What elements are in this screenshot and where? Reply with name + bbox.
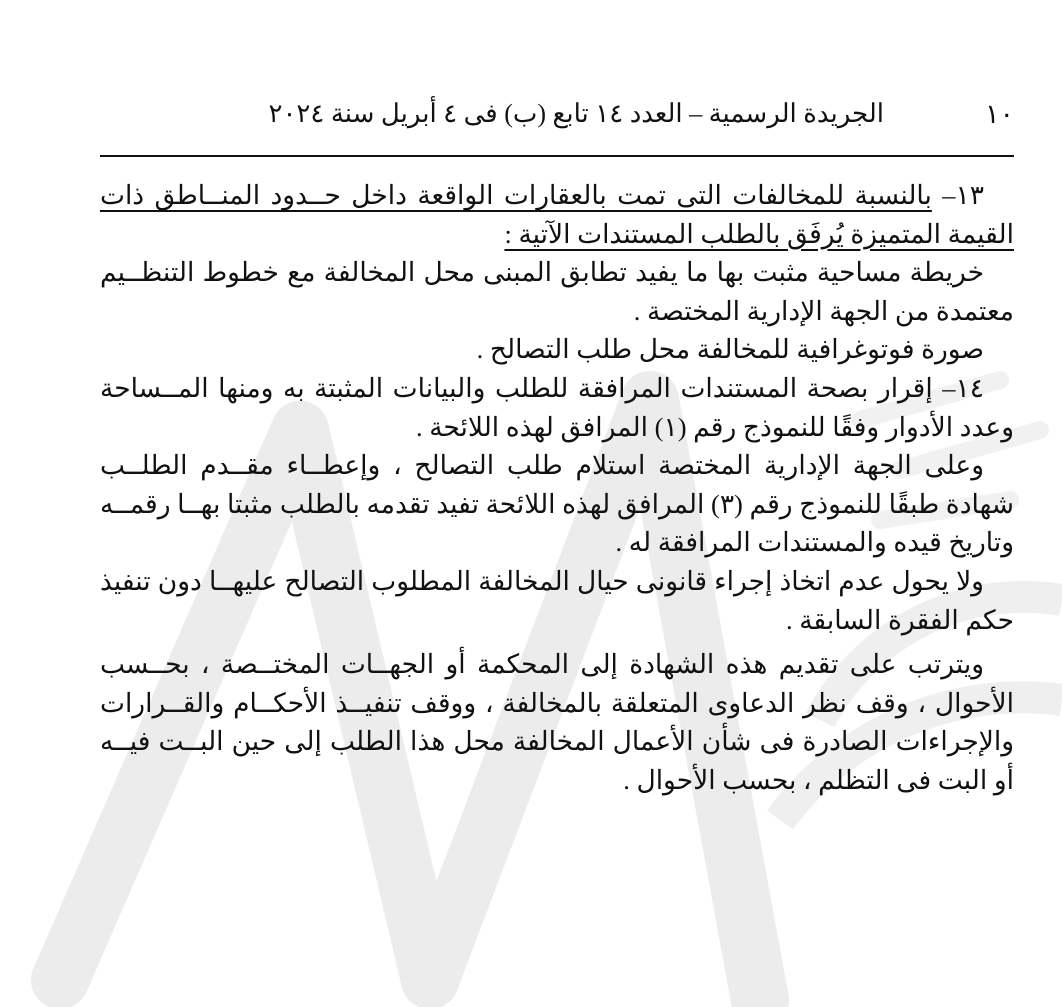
paragraph-no-prevention: ولا يحول عدم اتخاذ إجراء قانونى حيال المخالفة المطلوب التصالح عليهــا دون تنفيذ حكم الفقرة السابقة . bbox=[100, 565, 1014, 635]
document-body bbox=[100, 176, 1014, 800]
item-13-document-1: خريطة مساحية مثبت بها ما يفيد تطابق المبنى محل المخالفة مع خطوط التنظــيم معتمدة من الجهة الإدارية المختصة . bbox=[100, 257, 1014, 326]
page-number: ١٠ bbox=[984, 99, 1014, 129]
item-14: ١٤– إقرار بصحة المستندات المرافقة للطلب والبيانات المثبتة به ومنها المــساحة وعدد الأدوار وفقًا للنموذج رقم (١) المرافق لهذه اللائحة . bbox=[100, 372, 1014, 442]
gazette-title: الجريدة الرسمية – العدد ١٤ تابع (ب) فى ٤ أبريل سنة ٢٠٢٤ bbox=[268, 99, 884, 128]
item-13-number: ١٣– bbox=[931, 180, 985, 210]
item-13-heading-text: بالنسبة للمخالفات التى تمت بالعقارات الواقعة داخل حــدود المنــاطق ذات القيمة المتميزة يُرفَق بالطلب المستندات الآتية : bbox=[100, 180, 1014, 249]
document-page bbox=[100, 0, 1014, 1007]
item-13-heading bbox=[100, 176, 1014, 253]
paragraph-effects: ويترتب على تقديم هذه الشهادة إلى المحكمة أو الجهــات المختــصة ، بحــسب الأحوال ، وقف نظر الدعاوى المتعلقة بالمخالفة ، ووقف تنفيــذ الأحكــام والقــرارات والإجراءات الصادرة فى شأن الأعمال المخالفة محل هذا الطلب إلى حين البــت فيــه أو البت فى التظلم ، بحسب الأحوال . bbox=[100, 649, 1014, 795]
paragraph-authority-duty: وعلى الجهة الإدارية المختصة استلام طلب التصالح ، وإعطــاء مقــدم الطلــب شهادة طبقًا للنموذج رقم (٣) المرافق لهذه اللائحة تفيد تقدمه بالطلب مثبتا بهــا رقمــه وتاريخ قيده والمستندات المرافقة له . bbox=[100, 450, 1014, 558]
header-divider bbox=[100, 155, 1014, 157]
item-13-document-2: صورة فوتوغرافية للمخالفة محل طلب التصالح . bbox=[476, 334, 984, 365]
page-header bbox=[100, 92, 1014, 136]
